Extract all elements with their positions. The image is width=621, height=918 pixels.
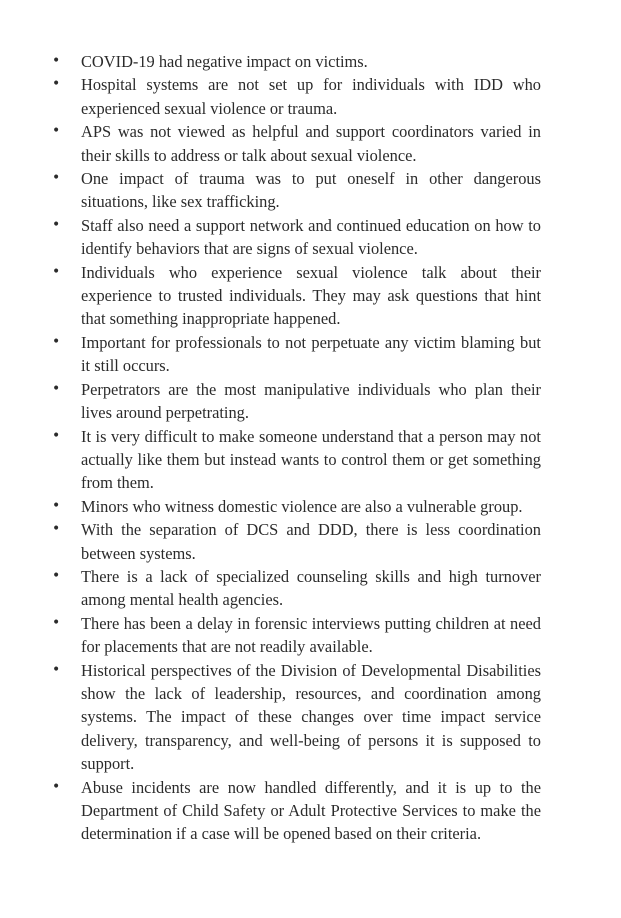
- list-item: [52, 120, 541, 167]
- list-item: [52, 167, 541, 214]
- list-item: [52, 378, 541, 425]
- bullet-icon: •: [52, 170, 61, 187]
- list-item-text: Individuals who experience sexual violence talk about their experience to trusted individuals. They may ask questions that hint that something inappropriate happened.: [81, 262, 541, 329]
- list-item-text: With the separation of DCS and DDD, there is less coordination between systems.: [81, 520, 541, 563]
- bullet-icon: •: [52, 661, 61, 678]
- bullet-icon: •: [52, 497, 61, 514]
- bullet-icon: •: [52, 263, 61, 280]
- list-item-text: It is very difficult to make someone understand that a person may not actually like them but instead wants to control them or get something from them.: [81, 426, 541, 493]
- list-item: [52, 261, 541, 331]
- bullet-icon: •: [52, 53, 61, 69]
- list-item: [52, 50, 541, 73]
- list-item-text: APS was not viewed as helpful and support coordinators varied in their skills to address or talk about sexual violence.: [81, 122, 541, 165]
- list-item-text: Hospital systems are not set up for individuals with IDD who experienced sexual violence or trauma.: [81, 75, 541, 118]
- list-item: [52, 659, 541, 776]
- list-item-text: COVID-19 had negative impact on victims.: [81, 52, 368, 71]
- bullet-icon: •: [52, 123, 61, 140]
- list-item-text: One impact of trauma was to put oneself in other dangerous situations, like sex trafficking.: [81, 169, 541, 212]
- list-item: [52, 565, 541, 612]
- list-item: [52, 495, 541, 518]
- list-item-text: Important for professionals to not perpetuate any victim blaming but it still occurs.: [81, 332, 541, 376]
- list-item-text: Perpetrators are the most manipulative individuals who plan their lives around perpetrating.: [81, 379, 541, 423]
- list-item: [52, 518, 541, 565]
- bullet-icon: •: [52, 567, 61, 584]
- bullet-icon: •: [52, 76, 61, 93]
- list-item: [52, 214, 541, 261]
- bullet-icon: •: [52, 333, 61, 350]
- list-item-text: There has been a delay in forensic interviews putting children at need for placements that are not readily available.: [81, 613, 541, 657]
- bullet-icon: •: [52, 380, 61, 397]
- list-item-text: There is a lack of specialized counseling skills and high turnover among mental health agencies.: [81, 566, 541, 610]
- list-item-text: Staff also need a support network and continued education on how to identify behaviors that are signs of sexual violence.: [81, 215, 541, 259]
- list-item: [52, 73, 541, 120]
- list-item: [52, 331, 541, 378]
- bullet-icon: •: [52, 427, 61, 444]
- list-item: [52, 612, 541, 659]
- bullet-icon: •: [52, 216, 61, 233]
- bullet-icon: •: [52, 521, 61, 538]
- list-item-text: Historical perspectives of the Division of Developmental Disabilities show the lack of leadership, resources, and coordination among systems. The impact of these changes over time impact service delivery, transparency, and well-being of persons it is supposed to support.: [81, 660, 541, 774]
- list-item-text: Minors who witness domestic violence are also a vulnerable group.: [81, 496, 523, 516]
- list-item: [52, 425, 541, 495]
- bullet-list: [52, 50, 541, 846]
- list-item-text: Abuse incidents are now handled differently, and it is up to the Department of Child Safety or Adult Protective Services to make the determination if a case will be opened based on their criteria.: [81, 777, 541, 844]
- bullet-icon: •: [52, 778, 61, 795]
- bullet-icon: •: [52, 614, 61, 631]
- list-item: [52, 776, 541, 846]
